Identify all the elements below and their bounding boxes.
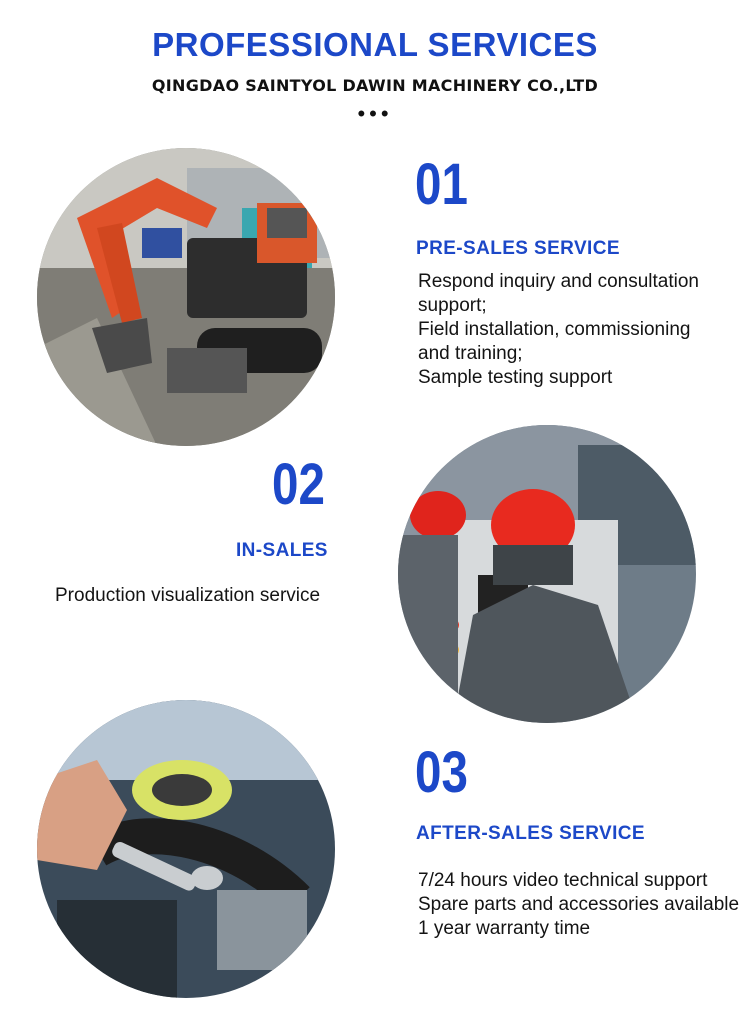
after-sales-line: 1 year warranty time (418, 918, 591, 939)
pre-sales-heading: PRE-SALES SERVICE (416, 238, 620, 259)
section-number-02: 02 (272, 452, 325, 517)
workers-image (398, 425, 696, 723)
pre-sales-line: support; (418, 295, 487, 316)
pre-sales-text (418, 270, 699, 390)
company-name: QINGDAO SAINTYOL DAWIN MACHINERY CO.,LTD (151, 76, 599, 95)
after-sales-line: 7/24 hours video technical support (418, 870, 708, 891)
excavator-image (37, 148, 335, 446)
after-sales-line: Spare parts and accessories available (418, 894, 740, 915)
pre-sales-line: and training; (418, 343, 523, 364)
pre-sales-line: Respond inquiry and consultation (418, 271, 699, 292)
in-sales-heading: IN-SALES (236, 540, 328, 561)
after-sales-heading: AFTER-SALES SERVICE (416, 823, 645, 844)
decorative-dots: ••• (357, 101, 393, 126)
after-sales-text (418, 869, 739, 941)
engine-repair-image (37, 700, 335, 998)
section-number-03: 03 (415, 740, 468, 805)
in-sales-line: Production visualization service (55, 585, 321, 606)
in-sales-text (55, 584, 320, 608)
pre-sales-line: Field installation, commissioning (418, 319, 691, 340)
page-title: PROFESSIONAL SERVICES (152, 26, 598, 63)
pre-sales-line: Sample testing support (418, 367, 613, 388)
section-number-01: 01 (415, 152, 468, 217)
